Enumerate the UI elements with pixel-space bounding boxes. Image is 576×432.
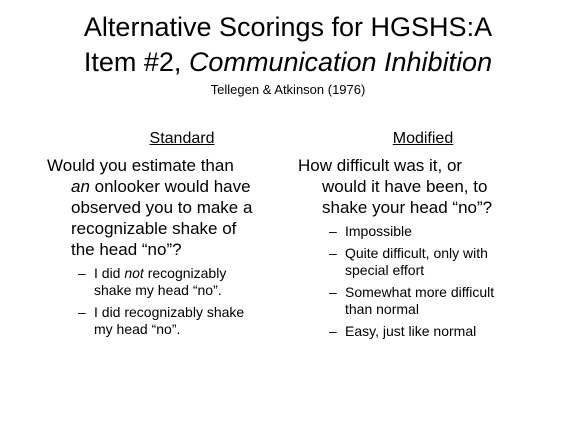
modified-option: – Impossible bbox=[329, 223, 412, 239]
citation-subtitle: Tellegen & Atkinson (1976) bbox=[210, 82, 366, 97]
modified-options bbox=[298, 223, 548, 340]
standard-question-line: recognizable shake of bbox=[71, 219, 237, 238]
standard-header: Standard bbox=[149, 130, 215, 147]
modified-question-line: shake your head “no”? bbox=[322, 198, 493, 217]
dash-bullet: – bbox=[78, 304, 86, 320]
standard-option: – I did recognizably shake my head “no”. bbox=[78, 304, 245, 337]
modified-column bbox=[298, 129, 548, 345]
modified-option: – Easy, just like normal bbox=[329, 323, 477, 339]
modified-header: Modified bbox=[392, 130, 454, 147]
standard-question-line: Would you estimate than bbox=[47, 156, 234, 175]
modified-question-line: How difficult was it, or bbox=[298, 156, 463, 175]
standard-question-line: an onlooker would have bbox=[71, 177, 251, 196]
dash-bullet: – bbox=[329, 245, 337, 261]
standard-options bbox=[47, 265, 287, 338]
standard-question bbox=[47, 155, 287, 260]
modified-option: – Somewhat more difficult than normal bbox=[329, 284, 495, 317]
standard-column bbox=[47, 129, 287, 343]
title-item-prefix: Item #2, bbox=[83, 47, 189, 77]
emphasis-an: an bbox=[71, 177, 90, 196]
modified-option: – Quite difficult, only with special effort bbox=[329, 245, 488, 278]
modified-question bbox=[298, 155, 548, 218]
dash-bullet: – bbox=[78, 265, 86, 281]
dash-bullet: – bbox=[329, 284, 337, 300]
slide-title-line1: Alternative Scorings for HGSHS:A bbox=[83, 12, 493, 42]
modified-question-line: would it have been, to bbox=[322, 177, 488, 196]
standard-option: – I did not recognizably shake my head “no”. bbox=[78, 265, 227, 298]
title-item-name: Communication Inhibition bbox=[188, 47, 493, 77]
emphasis-not: not bbox=[124, 265, 144, 281]
standard-question-line: observed you to make a bbox=[71, 198, 253, 217]
standard-question-line: the head “no”? bbox=[71, 240, 182, 259]
dash-bullet: – bbox=[329, 223, 337, 239]
dash-bullet: – bbox=[329, 323, 337, 339]
slide-title-line2 bbox=[0, 47, 576, 78]
